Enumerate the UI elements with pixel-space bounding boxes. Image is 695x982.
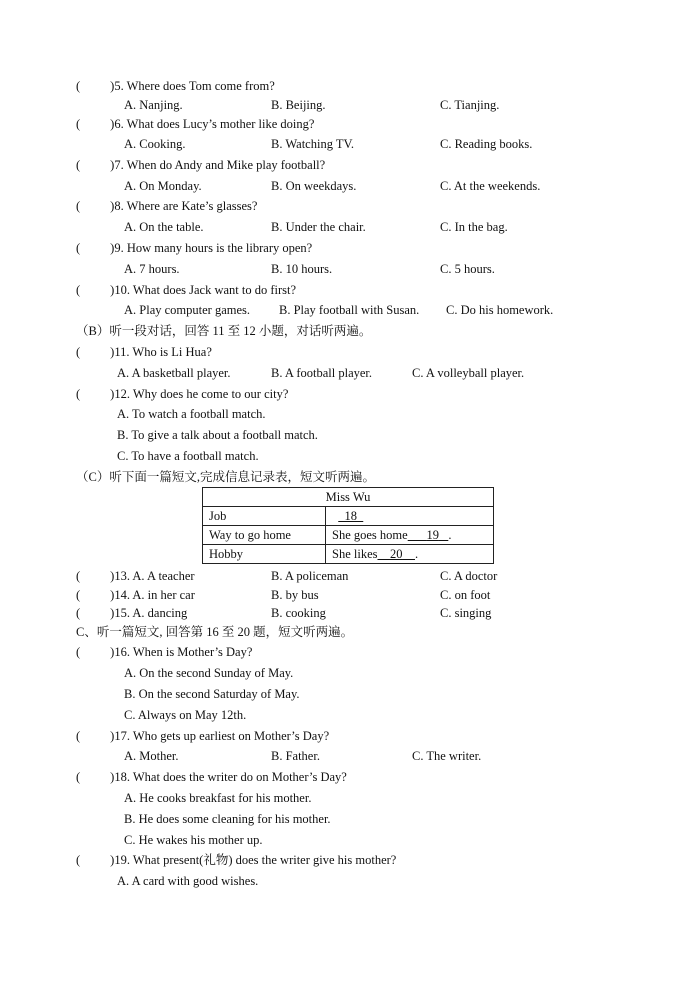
option-b: B. by bus [271, 588, 319, 602]
question-number: )6. [110, 117, 124, 131]
question-text: Who is Li Hua? [132, 345, 212, 359]
question-10 [76, 282, 296, 298]
option-c: C. Tianjing. [440, 98, 500, 112]
row-value-job [326, 507, 494, 526]
question-number: )19. [110, 853, 130, 867]
answer-paren: ( [76, 588, 81, 602]
question-8 [76, 198, 257, 214]
blank-number: 18 [344, 509, 357, 523]
section-b-heading: （B）听一段对话，回答 11 至 12 小题，对话听两遍。 [76, 324, 372, 338]
option-a: A. He cooks breakfast for his mother. [124, 791, 312, 805]
option-c: C. on foot [440, 588, 491, 602]
question-7 [76, 157, 325, 173]
option-a: A. To watch a football match. [117, 407, 266, 421]
question-9 [76, 240, 312, 256]
option-c: C. Do his homework. [446, 303, 554, 317]
option-c: C. Always on May 12th. [124, 708, 247, 722]
option-b: B. Beijing. [271, 98, 326, 112]
option-b: B. Play football with Susan. [279, 303, 420, 317]
section-d-heading: C、听一篇短文, 回答第 16 至 20 题，短文听两遍。 [76, 625, 354, 639]
option-a: A. On Monday. [124, 179, 202, 193]
row-value-hobby: She likes 20 . [326, 545, 494, 564]
option-a: A. in her car [132, 588, 195, 602]
table-title: Miss Wu [203, 488, 494, 507]
option-c: C. singing [440, 606, 492, 620]
question-text: Where are Kate’s glasses? [126, 199, 258, 213]
question-text: Who gets up earliest on Mother’s Day? [132, 729, 330, 743]
section-c-heading: （C）听下面一篇短文,完成信息记录表，短文听两遍。 [76, 470, 375, 484]
question-text: What present(礼物) does the writer give his mother? [132, 853, 397, 867]
answer-paren: ( [76, 283, 81, 297]
question-5 [76, 78, 275, 94]
question-number: )12. [110, 387, 130, 401]
option-a: A. Mother. [124, 749, 179, 763]
option-b: B. A policeman [271, 569, 349, 583]
question-14 [76, 587, 195, 603]
option-c: C. A doctor [440, 569, 498, 583]
answer-paren: ( [76, 117, 81, 131]
option-c: C. To have a football match. [117, 449, 259, 463]
answer-paren: ( [76, 241, 81, 255]
answer-paren: ( [76, 345, 81, 359]
question-number: )8. [110, 199, 124, 213]
option-c: C. In the bag. [440, 220, 508, 234]
answer-paren: ( [76, 79, 81, 93]
question-number: )18. [110, 770, 130, 784]
option-c: C. He wakes his mother up. [124, 833, 263, 847]
question-text: When is Mother’s Day? [132, 645, 253, 659]
option-c: C. 5 hours. [440, 262, 495, 276]
question-number: )15. [110, 606, 130, 620]
question-17 [76, 728, 329, 744]
blank-number: 19 [426, 528, 439, 542]
question-text: When do Andy and Mike play football? [126, 158, 326, 172]
question-number: )11. [110, 345, 130, 359]
option-b: B. Watching TV. [271, 137, 355, 151]
info-record-table [202, 487, 494, 564]
answer-paren: ( [76, 770, 81, 784]
question-13 [76, 568, 195, 584]
option-a: A. Play computer games. [124, 303, 251, 317]
option-a: A. Nanjing. [124, 98, 183, 112]
question-number: )9. [110, 241, 124, 255]
question-text: What does the writer do on Mother’s Day? [132, 770, 347, 784]
question-number: )13. [110, 569, 130, 583]
question-number: )5. [110, 79, 124, 93]
option-c: C. A volleyball player. [412, 366, 525, 380]
question-19 [76, 852, 396, 868]
answer-paren: ( [76, 729, 81, 743]
question-text: Why does he come to our city? [132, 387, 289, 401]
option-b: B. 10 hours. [271, 262, 333, 276]
answer-paren: ( [76, 569, 81, 583]
question-number: )7. [110, 158, 124, 172]
option-c: C. Reading books. [440, 137, 533, 151]
blank-number: 20 [389, 547, 403, 561]
answer-paren: ( [76, 199, 81, 213]
option-b: B. Father. [271, 749, 320, 763]
answer-paren: ( [76, 645, 81, 659]
row-label-job: Job [203, 507, 326, 526]
option-a: A. A basketball player. [117, 366, 231, 380]
question-12 [76, 386, 288, 402]
option-b: B. On weekdays. [271, 179, 357, 193]
option-c: C. At the weekends. [440, 179, 541, 193]
option-a: A. 7 hours. [124, 262, 180, 276]
question-number: )10. [110, 283, 130, 297]
option-b: B. He does some cleaning for his mother. [124, 812, 331, 826]
question-6 [76, 116, 314, 132]
answer-paren: ( [76, 606, 81, 620]
option-a: A. dancing [132, 606, 188, 620]
answer-paren: ( [76, 158, 81, 172]
question-number: )17. [110, 729, 130, 743]
option-a: A. On the table. [124, 220, 204, 234]
question-18 [76, 769, 347, 785]
option-a: A. A card with good wishes. [117, 874, 259, 888]
question-16 [76, 644, 252, 660]
option-b: B. Under the chair. [271, 220, 366, 234]
option-b: B. To give a talk about a football match. [117, 428, 318, 442]
option-a: A. Cooking. [124, 137, 186, 151]
question-text: How many hours is the library open? [126, 241, 313, 255]
question-text: Where does Tom come from? [126, 79, 275, 93]
option-b: B. cooking [271, 606, 326, 620]
option-b: B. A football player. [271, 366, 373, 380]
option-b: B. On the second Saturday of May. [124, 687, 300, 701]
row-label-hobby: Hobby [203, 545, 326, 564]
question-15 [76, 605, 187, 621]
answer-paren: ( [76, 387, 81, 401]
question-11 [76, 344, 212, 360]
question-text: What does Lucy’s mother like doing? [126, 117, 315, 131]
answer-paren: ( [76, 853, 81, 867]
row-label-way-home: Way to go home [203, 526, 326, 545]
option-a: A. On the second Sunday of May. [124, 666, 294, 680]
question-number: )16. [110, 645, 130, 659]
row-value-way-home: She goes home 19 . [326, 526, 494, 545]
option-a: A. A teacher [132, 569, 195, 583]
question-text: What does Jack want to do first? [132, 283, 297, 297]
option-c: C. The writer. [412, 749, 482, 763]
question-number: )14. [110, 588, 130, 602]
